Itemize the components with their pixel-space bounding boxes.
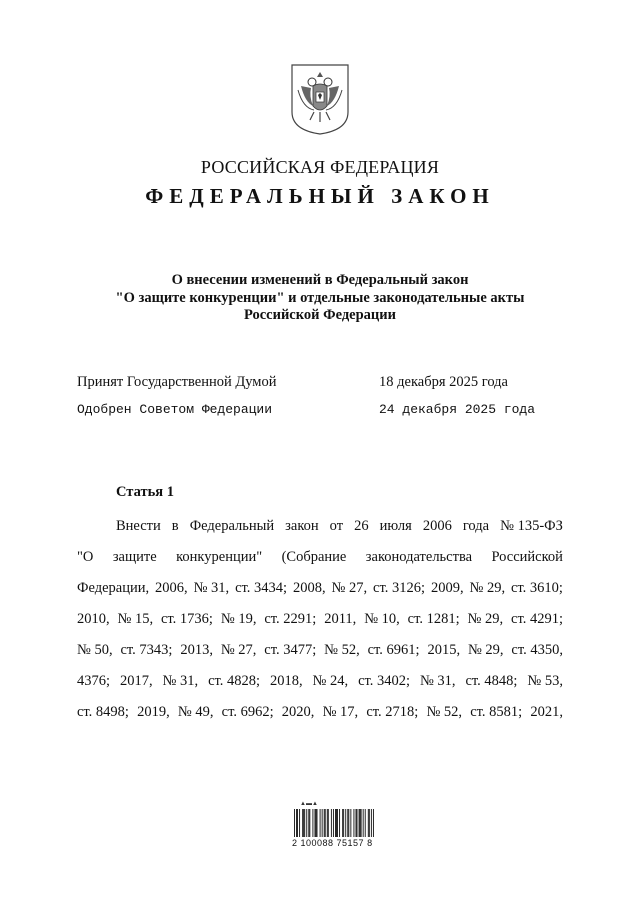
document-barcode (290, 801, 380, 851)
article-body-line (77, 666, 563, 697)
article-word: № 17, (322, 704, 359, 720)
article-word: ст. 8581; (470, 704, 523, 720)
article-word: № 29, (469, 580, 506, 596)
article-word: № 31, (419, 673, 456, 689)
article-word: года (462, 518, 490, 534)
article-word: Федерации, (77, 580, 150, 596)
article-word: ст. 6962; (221, 704, 274, 720)
article-word: ст. 6961; (367, 642, 420, 658)
article-heading: Статья 1 (116, 484, 174, 500)
article-word: ст. 1281; (407, 611, 460, 627)
article-body-line (77, 604, 563, 635)
article-body (77, 511, 563, 728)
article-word: 4376; (77, 673, 111, 689)
law-title-line: Российской Федерации (243, 307, 396, 323)
duma-adoption-date: 18 декабря 2025 года (379, 374, 508, 390)
article-word: ст. 3477; (264, 642, 317, 658)
article-body-line (77, 573, 563, 604)
article-word: ст. 8498; (77, 704, 129, 720)
article-word: конкуренции" (176, 549, 263, 565)
article-word: 2020, (281, 704, 315, 720)
article-word: № 29, (467, 611, 504, 627)
article-word: ст. 3610; (511, 580, 563, 596)
article-word: 2006, (155, 580, 188, 596)
article-word: 2013, (180, 642, 213, 658)
article-word: № 29, (467, 642, 504, 658)
article-word: 2008, (292, 580, 326, 596)
council-approval-date: 24 декабря 2025 года (379, 402, 536, 417)
article-word: № 10, (364, 611, 400, 627)
law-title-line: "О защите конкуренции" и отдельные законодательные акты (115, 289, 525, 306)
article-word: 2009, (430, 580, 464, 596)
article-word: 2018, (269, 673, 303, 689)
article-word: ст. 4350, (511, 642, 563, 658)
article-word: июля (379, 518, 412, 534)
article-word: № 27, (331, 580, 368, 596)
barcode-tag: ▲▬▲ (300, 801, 318, 807)
article-word: № 52, (324, 642, 360, 658)
state-name: РОССИЙСКАЯ ФЕДЕРАЦИЯ (200, 157, 440, 177)
article-word: № 27, (220, 642, 257, 658)
article-body-line (77, 635, 563, 666)
coat-of-arms-emblem (289, 62, 351, 136)
article-body-line (77, 511, 563, 542)
article-word: Российской (491, 549, 563, 565)
article-word: № 31, (162, 673, 199, 689)
article-body-line (77, 542, 563, 573)
article-word: законодательства (365, 549, 473, 565)
article-word: № 19, (220, 611, 257, 627)
article-word: ст. 3402; (358, 673, 411, 689)
article-word: закон (285, 518, 319, 534)
law-title (0, 272, 640, 325)
barcode-number: 2 100088 75157 8 (292, 838, 373, 848)
article-word: 2006 (422, 518, 452, 534)
article-word: 2021, (530, 704, 563, 720)
article-word: "О (77, 549, 94, 565)
article-word: ст. 1736; (161, 611, 213, 627)
article-word: ст. 2718; (366, 704, 419, 720)
article-word: ст. 7343; (120, 642, 173, 658)
article-word: Внести (116, 518, 161, 534)
barcode-bars (294, 809, 374, 837)
article-word: ст. 4291; (511, 611, 563, 627)
article-word: ст. 3434; (235, 580, 288, 596)
article-word: в (171, 518, 179, 534)
article-word: № 15, (117, 611, 154, 627)
article-word: 2017, (119, 673, 153, 689)
article-word: № 31, (193, 580, 230, 596)
article-body-line (77, 697, 563, 728)
article-word: № 49, (177, 704, 214, 720)
article-word: ст. 2291; (264, 611, 317, 627)
article-word: № 52, (426, 704, 463, 720)
article-word: № 24, (312, 673, 349, 689)
article-word: № 135-ФЗ (500, 518, 563, 534)
article-word: 2019, (137, 704, 170, 720)
article-word: 2015, (427, 642, 461, 658)
article-word: ст. 4848; (465, 673, 518, 689)
council-approval-label: Одобрен Советом Федерации (77, 402, 273, 417)
article-word: ст. 4828; (208, 673, 261, 689)
article-word: 26 (354, 518, 369, 534)
article-word: от (329, 518, 344, 534)
law-title-line: О внесении изменений в Федеральный закон (171, 272, 469, 288)
article-word: № 50, (77, 642, 113, 658)
article-word: защите (112, 549, 157, 565)
article-word: № 53, (527, 673, 563, 689)
article-word: (Собрание (281, 549, 347, 565)
article-word: ст. 3126; (373, 580, 426, 596)
document-type: ФЕДЕРАЛЬНЫЙ ЗАКОН (145, 184, 495, 208)
article-word: Федеральный (189, 518, 275, 534)
article-word: 2011, (324, 611, 357, 627)
article-word: 2010, (77, 611, 110, 627)
duma-adoption-label: Принят Государственной Думой (77, 374, 277, 390)
